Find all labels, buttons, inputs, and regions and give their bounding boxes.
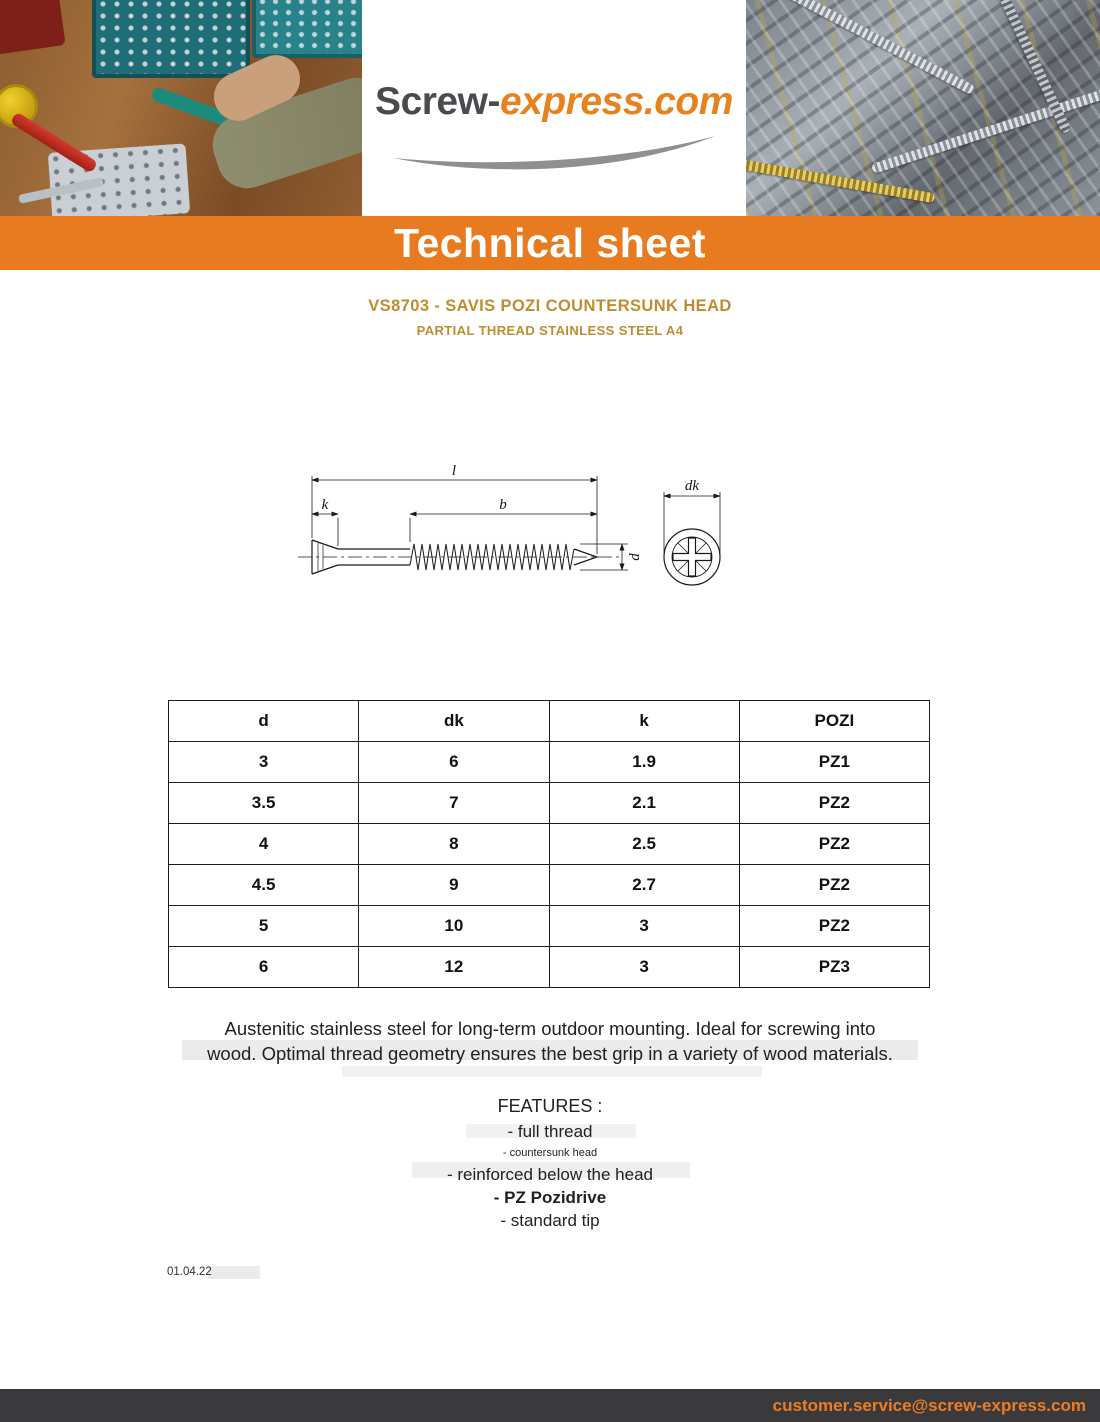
table-cell: PZ2 bbox=[739, 906, 929, 947]
screw-texture-gold bbox=[746, 159, 935, 204]
table-cell: 3.5 bbox=[169, 783, 359, 824]
table-cell: 7 bbox=[359, 783, 549, 824]
dim-label-b: b bbox=[499, 497, 507, 513]
brand-logo bbox=[375, 80, 733, 124]
logo-text-screw: Screw- bbox=[375, 80, 500, 123]
table-cell: PZ1 bbox=[739, 742, 929, 783]
table-row bbox=[169, 906, 930, 947]
feature-item: - PZ Pozidrive bbox=[493, 1188, 607, 1207]
table-cell: PZ2 bbox=[739, 824, 929, 865]
red-toolbox bbox=[0, 0, 66, 55]
table-cell: 2.5 bbox=[549, 824, 739, 865]
col-header-d: d bbox=[169, 701, 359, 742]
table-cell: 6 bbox=[169, 947, 359, 988]
table-row bbox=[169, 947, 930, 988]
table-cell: 8 bbox=[359, 824, 549, 865]
table-cell: PZ2 bbox=[739, 865, 929, 906]
product-description bbox=[0, 1016, 1100, 1066]
parts-box bbox=[92, 0, 250, 78]
col-header-dk: dk bbox=[359, 701, 549, 742]
product-title: VS8703 - SAVIS POZI COUNTERSUNK HEAD bbox=[368, 297, 732, 315]
table-cell: 9 bbox=[359, 865, 549, 906]
features-heading: FEATURES : bbox=[497, 1096, 603, 1116]
screw-top-view bbox=[664, 529, 720, 585]
table-cell: 4.5 bbox=[169, 865, 359, 906]
table-cell: 3 bbox=[169, 742, 359, 783]
description-line: Austenitic stainless steel for long-term outdoor mounting. Ideal for screwing into bbox=[224, 1018, 876, 1039]
table-cell: 2.1 bbox=[549, 783, 739, 824]
table-cell: 5 bbox=[169, 906, 359, 947]
table-cell: 2.7 bbox=[549, 865, 739, 906]
scan-artifact bbox=[342, 1066, 762, 1077]
product-subtitle: PARTIAL THREAD STAINLESS STEEL A4 bbox=[416, 323, 684, 338]
table-row bbox=[169, 783, 930, 824]
screw-side-view bbox=[298, 540, 622, 574]
col-header-pozi: POZI bbox=[739, 701, 929, 742]
scan-artifact bbox=[208, 1266, 260, 1279]
table-cell: 12 bbox=[359, 947, 549, 988]
spec-table bbox=[168, 700, 930, 988]
dim-label-dk: dk bbox=[684, 478, 700, 494]
table-row bbox=[169, 824, 930, 865]
table-cell: 3 bbox=[549, 906, 739, 947]
footer-bar bbox=[0, 1389, 1100, 1422]
dim-label-d: d bbox=[627, 553, 643, 561]
page-title: Technical sheet bbox=[393, 219, 707, 266]
screw-texture bbox=[777, 0, 976, 95]
title-banner bbox=[0, 216, 1100, 270]
footer-email[interactable]: customer.service@screw-express.com bbox=[772, 1395, 1086, 1415]
description-line: wood. Optimal thread geometry ensures the best grip in a variety of wood materials. bbox=[207, 1043, 893, 1064]
header bbox=[0, 0, 1100, 216]
feature-item: - standard tip bbox=[500, 1211, 600, 1230]
table-cell: PZ3 bbox=[739, 947, 929, 988]
feature-item: - full thread bbox=[507, 1122, 593, 1141]
table-header-row bbox=[169, 701, 930, 742]
parts-box bbox=[252, 0, 362, 58]
table-cell: PZ2 bbox=[739, 783, 929, 824]
table-cell: 6 bbox=[359, 742, 549, 783]
table-row bbox=[169, 742, 930, 783]
table-row bbox=[169, 865, 930, 906]
table-cell: 10 bbox=[359, 906, 549, 947]
header-photo-screws bbox=[746, 0, 1100, 216]
logo-area bbox=[362, 0, 746, 216]
features-section bbox=[0, 1096, 1100, 1232]
logo-swoosh bbox=[389, 132, 719, 172]
dim-label-l: l bbox=[451, 463, 457, 479]
feature-item: - countersunk head bbox=[502, 1147, 598, 1159]
document-date: 01.04.22 bbox=[167, 1266, 212, 1278]
logo-text-express: express.com bbox=[499, 80, 733, 123]
table-cell: 3 bbox=[549, 947, 739, 988]
col-header-k: k bbox=[549, 701, 739, 742]
technical-drawing bbox=[292, 462, 752, 612]
table-cell: 4 bbox=[169, 824, 359, 865]
table-cell: 1.9 bbox=[549, 742, 739, 783]
feature-item: - reinforced below the head bbox=[446, 1165, 654, 1184]
dim-label-k: k bbox=[321, 497, 329, 513]
header-photo-workbench bbox=[0, 0, 362, 216]
